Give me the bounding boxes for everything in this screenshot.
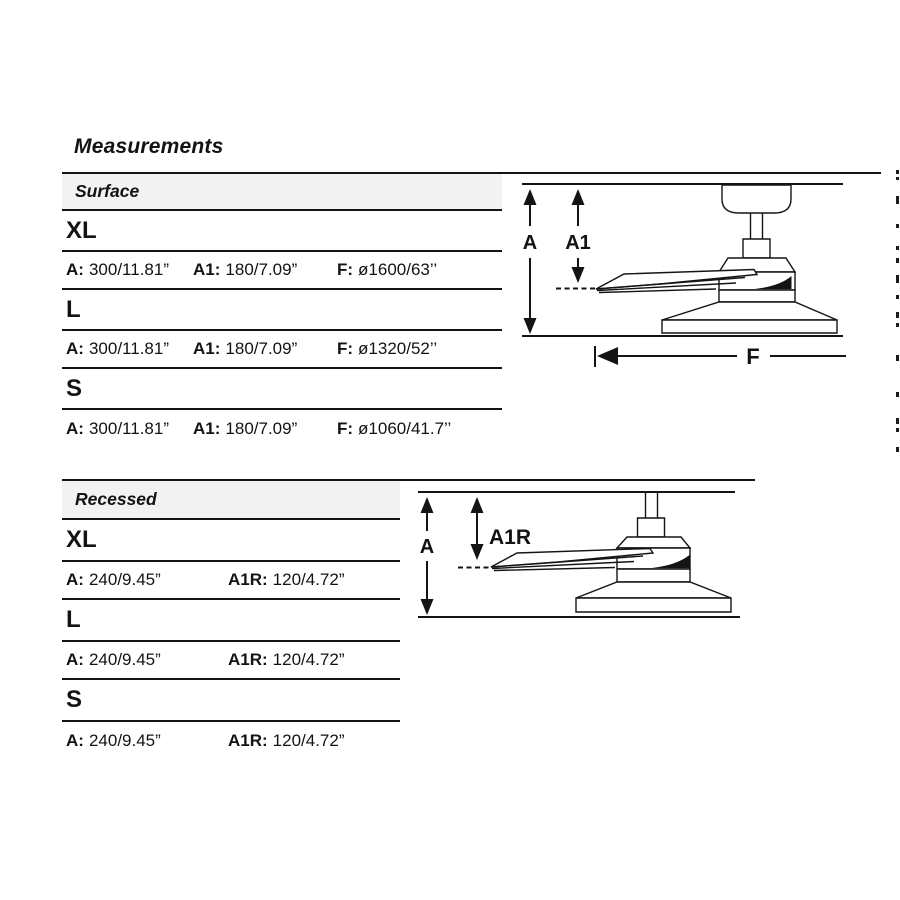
dim-label-a1: A1 [565, 232, 591, 254]
dim-a1r [228, 570, 345, 590]
dim-a1-value: 180/7.09” [225, 419, 298, 438]
dim-a-label: A: [66, 570, 84, 589]
shade-base [662, 320, 837, 333]
dim-f-label: F: [337, 419, 354, 438]
dim-a-value: 240/9.45” [88, 570, 161, 589]
size-label: L [66, 295, 81, 323]
arrowhead-down [524, 318, 537, 334]
size-label: XL [66, 526, 97, 553]
arrowhead-up [524, 189, 537, 205]
motor-band [719, 290, 795, 302]
motor-top [617, 537, 690, 548]
surface-header-label: Surface [75, 181, 140, 201]
arrowhead-down [572, 267, 585, 283]
dim-a1 [193, 260, 337, 280]
arrowhead-down [421, 599, 434, 615]
recessed-row-l-values [62, 642, 400, 680]
dim-a-value: 300/11.81” [88, 339, 169, 358]
size-label: XL [66, 216, 97, 244]
dim-label-a: A [522, 232, 538, 254]
dim-a-value: 240/9.45” [88, 731, 161, 750]
dim-a1-label: A1: [193, 339, 221, 358]
dim-a [66, 419, 193, 439]
surface-row-xl-values [62, 252, 502, 290]
dim-a-label: A: [66, 339, 84, 358]
recessed-row-xl-size [62, 520, 400, 562]
recessed-row-l-size [62, 600, 400, 642]
size-label: S [66, 374, 83, 402]
recessed-mount-diagram [410, 470, 750, 630]
canopy [722, 185, 791, 213]
dim-a1r-label: A1R: [228, 731, 268, 750]
dim-f [337, 419, 451, 439]
dim-label-a: A [419, 536, 435, 558]
surface-table [62, 174, 502, 448]
dim-a1-value: 180/7.09” [225, 339, 298, 358]
surface-row-l-size [62, 290, 502, 331]
arrowhead-up [421, 497, 434, 513]
dim-label-a1r: A1R [489, 526, 532, 549]
motor-band [617, 569, 690, 582]
size-label: S [66, 686, 83, 713]
dim-a-label: A: [66, 260, 84, 279]
rod-coupling [743, 239, 770, 258]
surface-row-l-values [62, 331, 502, 369]
dim-a1-label: A1: [193, 260, 221, 279]
dim-a-value: 240/9.45” [88, 650, 161, 669]
dim-a [66, 260, 193, 280]
dim-a [66, 731, 228, 751]
dim-a1r-label: A1R: [228, 650, 268, 669]
dim-label-f: F [746, 344, 760, 369]
dim-a1 [193, 339, 337, 359]
page-title: Measurements [74, 135, 224, 158]
recessed-row-s-size [62, 680, 400, 722]
dim-f [337, 260, 437, 280]
dim-f-value: ø1320/52’’ [358, 339, 438, 358]
dim-a [66, 570, 228, 590]
dim-f-value: ø1060/41.7’’ [358, 419, 452, 438]
dim-a-label: A: [66, 419, 84, 438]
size-label: L [66, 606, 81, 633]
dim-a1r-label: A1R: [228, 570, 268, 589]
arrowhead-down [471, 544, 484, 560]
arrowhead-left [597, 347, 618, 365]
dim-f [337, 339, 437, 359]
dim-a1-label: A1: [193, 419, 221, 438]
dim-a1r [228, 731, 345, 751]
dim-a-value: 300/11.81” [88, 419, 169, 438]
surface-mount-diagram [515, 168, 900, 383]
dim-a-label: A: [66, 650, 84, 669]
recessed-header-label: Recessed [75, 489, 157, 509]
dim-f-value: ø1600/63’’ [358, 260, 438, 279]
dim-a1-value: 180/7.09” [225, 260, 298, 279]
surface-row-s-values [62, 410, 502, 448]
dim-a-value: 300/11.81” [88, 260, 169, 279]
recessed-table-header [62, 481, 400, 520]
dim-a [66, 339, 193, 359]
shade-base [576, 598, 731, 612]
shade-bell [576, 582, 731, 598]
dim-a-label: A: [66, 731, 84, 750]
dim-f-label: F: [337, 260, 354, 279]
rod-coupling [638, 518, 665, 537]
dim-a [66, 650, 228, 670]
dim-a1r-value: 120/4.72” [272, 650, 345, 669]
dim-a1r-value: 120/4.72” [272, 731, 345, 750]
dim-a1r-value: 120/4.72” [272, 570, 345, 589]
recessed-row-xl-values [62, 562, 400, 600]
dim-a1r [228, 650, 345, 670]
surface-row-xl-size [62, 211, 502, 252]
dim-a1 [193, 419, 337, 439]
arrowhead-up [471, 497, 484, 513]
surface-row-s-size [62, 369, 502, 410]
surface-table-header [62, 174, 502, 211]
shade-bell [662, 302, 837, 320]
arrowhead-up [572, 189, 585, 205]
dim-f-label: F: [337, 339, 354, 358]
recessed-table [62, 481, 400, 760]
recessed-row-s-values [62, 722, 400, 760]
